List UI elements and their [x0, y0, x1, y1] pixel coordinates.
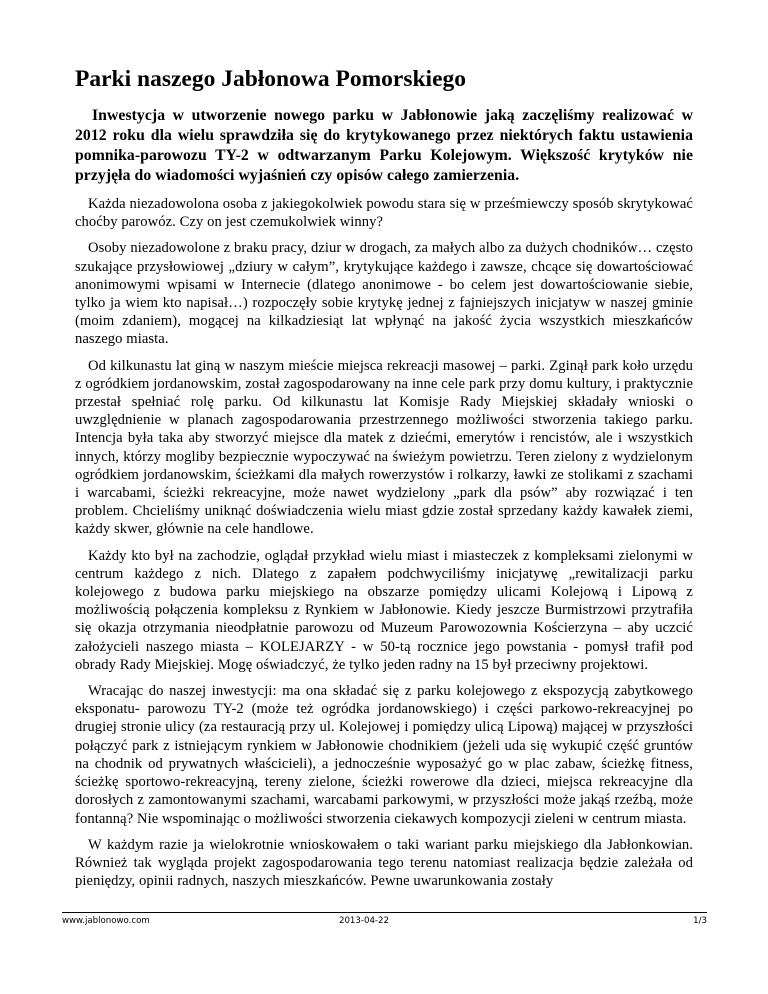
lead-paragraph: Inwestycja w utworzenie nowego parku w Jabłonowie jaką zaczęliśmy realizować w 2012 roku dla wielu sprawdziła się do krytykowanego przez niektórych faktu ustawienia pomnika-parowozu TY-2 w odtwarzanym Parku Kolejowym. Większość krytyków nie przyjęła do wiadomości wyjaśnień czy opisów całego zamierzenia.: [75, 107, 693, 184]
body-paragraph-3: Od kilkunastu lat giną w naszym mieście miejsca rekreacji masowej – parki. Zginął park koło urzędu z ogródkiem jordanowskim, został zagospodarowany na inne cele park przy domu kultury, i praktycznie przestał spełniać rolę parku. Od kilkunastu lat Komisje Rady Miejskiej składały wnioski o uwzględnienie w planach zagospodarowania przestrzennego możliwości stworzenia takiego parku. Intencja była taka aby stworzyć miejsce dla matek z dziećmi, emerytów i rencistów, ale i wszystkich innych, którzy mogliby bezpiecznie wypoczywać na świeżym powietrzu. Teren zielony z wydzielonym ogródkiem jordanowskim, ścieżkami dla małych rowerzystów i rolkarzy, ławki ze stolikami z szachami i warcabami, ścieżki rekreacyjne, może nawet wydzielony „park dla psów” aby rozwiązać i ten problem. Chcieliśmy uniknąć doświadczenia wielu miast gdzie został sprzedany każdy kawałek ziemi, każdy skwer, głównie na cele handlowe.: [75, 357, 693, 538]
footer-date: 2013-04-22: [339, 916, 389, 926]
document-title: Parki naszego Jabłonowa Pomorskiego: [75, 66, 467, 92]
body-paragraph-1: Każda niezadowolona osoba z jakiegokolwiek powodu stara się w prześmiewczy sposób skrytykować choćby parowóz. Czy on jest czemukolwiek winny?: [75, 196, 693, 231]
body-paragraph-5: Wracając do naszej inwestycji: ma ona składać się z parku kolejowego z ekspozycją zabytkowego eksponatu- parowozu TY-2 (może też ogródka jordanowskiego) i części parkowo-rekreacyjnej po drugiej stronie ulicy (za restauracją przy ul. Kolejowej i pomiędzy ulicą Lipową) mającej w przyszłości połączyć park z istniejącym rynkiem w Jabłonowie chodnikiem (jeżeli uda się wykupić część gruntów na chodnik od prywatnych właścicieli), a jednocześnie wyposażyć go w plac zabaw, ścieżkę fitness, ścieżkę sportowo-rekreacyjną, tereny zielone, ścieżki rowerowe dla dzieci, miejsca rekreacyjne dla dorosłych z zamontowanymi szachami, warcabami parkowymi, w przyszłości może jakąś rzeźbą, może fontanną? Nie wspominając o możliwości stworzenia ciekawych kompozycji zieleni w centrum miasta.: [75, 683, 693, 827]
footer-page-number: 1/3: [693, 916, 707, 926]
footer-website: www.jablonowo.com: [62, 916, 150, 926]
body-paragraph-4: Każdy kto był na zachodzie, oglądał przykład wielu miast i miasteczek z kompleksami zielonymi w centrum każdego z nich. Dlatego z zapałem podchwyciliśmy inicjatywę „rewitalizacji parku kolejowego z budowa parku miejskiego na obszarze pomiędzy ulicami Kolejową i Lipową z możliwością połączenia kompleksu z Rynkiem w Jabłonowie. Kiedy jeszcze Burmistrzowi przytrafiła się okazja otrzymania nieodpłatnie parowozu od Muzeum Parowozownia Kościerzyna – aby uczcić założycieli naszego miasta – KOLEJARZY - w 50-tą rocznice jego powstania - pomysł trafił pod obrady Rady Miejskiej. Mogę oświadczyć, że tylko jeden radny na 15 był przeciwny projektowi.: [75, 547, 693, 673]
page-footer: [62, 912, 707, 926]
document-body: [75, 106, 693, 898]
body-paragraph-2: Osoby niezadowolone z braku pracy, dziur w drogach, za małych albo za dużych chodników… często szukające przysłowiowej „dziury w całym”, krytykujące każdego i zawsze, chcące się dowartościować anonimowymi wpisami w Internecie (dlatego anonimowe - bo celem jest dowartościowanie siebie, tylko ja wiem kto napisał…) rozpoczęły sobie krytykę jednej z fajniejszych inicjatyw w naszej gminie (moim zdaniem), mogącej na kilkadziesiąt lat wpłynąć na jakość życia wszystkich mieszkańców naszego miasta.: [75, 240, 693, 348]
body-paragraph-6: W każdym razie ja wielokrotnie wnioskowałem o taki wariant parku miejskiego dla Jabłonkowian. Również tak wygląda projekt zagospodarowania tego terenu natomiast realizacja będzie zależała od pieniędzy, opinii radnych, naszych mieszkańców. Pewne uwarunkowania zostały: [75, 836, 693, 890]
